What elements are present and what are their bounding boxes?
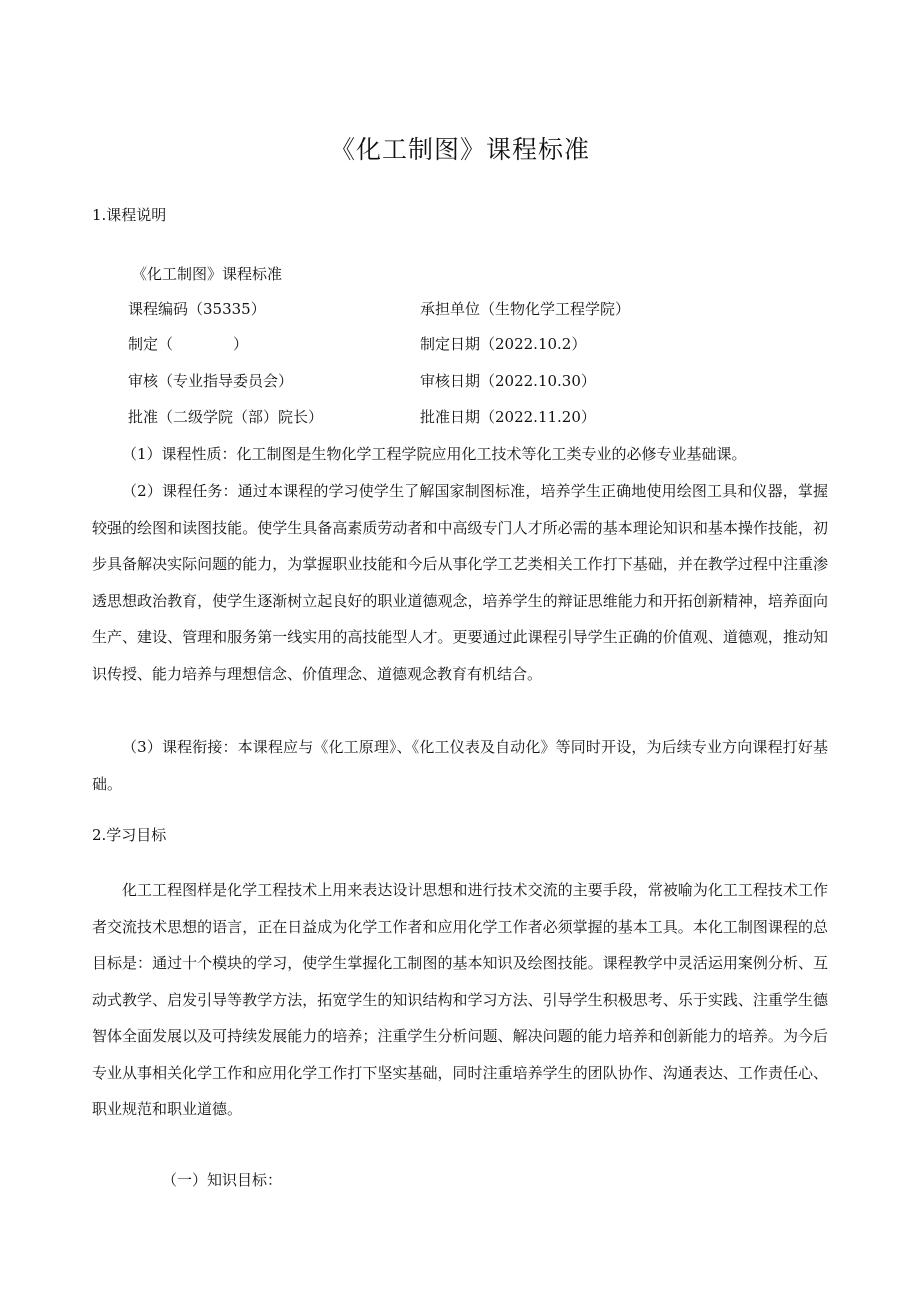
course-connection-paragraph: （3）课程衔接：本课程应与《化工原理》、《化工仪表及自动化》等同时开设，为后续专业方向课程打好基础。 bbox=[92, 738, 828, 793]
course-code: 课程编码（35335） bbox=[128, 300, 266, 318]
document-title: 《化工制图》课程标准 bbox=[329, 135, 590, 164]
section-heading-course-description: 1.课程说明 bbox=[92, 206, 167, 224]
approve-date: 批准日期（2022.11.20） bbox=[420, 408, 596, 426]
author-field: 制定（ ） bbox=[128, 335, 249, 353]
course-nature-paragraph: （1）课程性质：化工制图是生物化学工程学院应用化工技术等化工类专业的必修专业基础课。 bbox=[122, 445, 747, 463]
section-heading-learning-objectives: 2.学习目标 bbox=[92, 826, 167, 844]
responsible-unit: 承担单位（生物化学工程学院） bbox=[420, 300, 631, 318]
course-task-paragraph: （2）课程任务：通过本课程的学习使学生了解国家制图标准，培养学生正确地使用绘图工具和仪器，掌握较强的绘图和读图技能。使学生具备高素质劳动者和中高级专门人才所必需的基本理论知识和基本操作技能，初步具备解决实际问题的能力，为掌握职业技能和今后从事化学工艺类相关工作打下基础，并在教学过程中注重渗透思想政治教育，使学生逐渐树立起良好的职业道德观念，培养学生的辩证思维能力和开拓创新精神，培养面向生产、建设、管理和服务第一线实用的高技能型人才。更要通过此课程引导学生正确的价值观、道德观，推动知识传授、能力培养与理想信念、价值理念、道德观念教育有机结合。 bbox=[92, 482, 828, 683]
knowledge-objectives-heading: （一）知识目标： bbox=[162, 1171, 283, 1189]
learning-objectives-paragraph: 化工工程图样是化学工程技术上用来表达设计思想和进行技术交流的主要手段，常被喻为化工工程技术工作者交流技术思想的语言，正在日益成为化学工作者和应用化学工作者必须掌握的基本工具。本化工制图课程的总目标是：通过十个模块的学习，使学生掌握化工制图的基本知识及绘图技能。课程教学中灵活运用案例分析、互动式教学、启发引导等教学方法，拓宽学生的知识结构和学习方法、引导学生积极思考、乐于实践、注重学生德智体全面发展以及可持续发展能力的培养；注重学生分析问题、解决问题的能力培养和创新能力的培养。为今后专业从事相关化学工作和应用化学工作打下坚实基础，同时注重培养学生的团队协作、沟通表达、工作责任心、职业规范和职业道德。 bbox=[92, 881, 828, 1118]
reviewer-field: 审核（专业指导委员会） bbox=[128, 372, 294, 390]
author-date: 制定日期（2022.10.2） bbox=[420, 335, 587, 353]
approver-field: 批准（二级学院（部）院长） bbox=[128, 408, 324, 426]
course-name: 《化工制图》课程标准 bbox=[132, 265, 283, 283]
review-date: 审核日期（2022.10.30） bbox=[420, 372, 596, 390]
